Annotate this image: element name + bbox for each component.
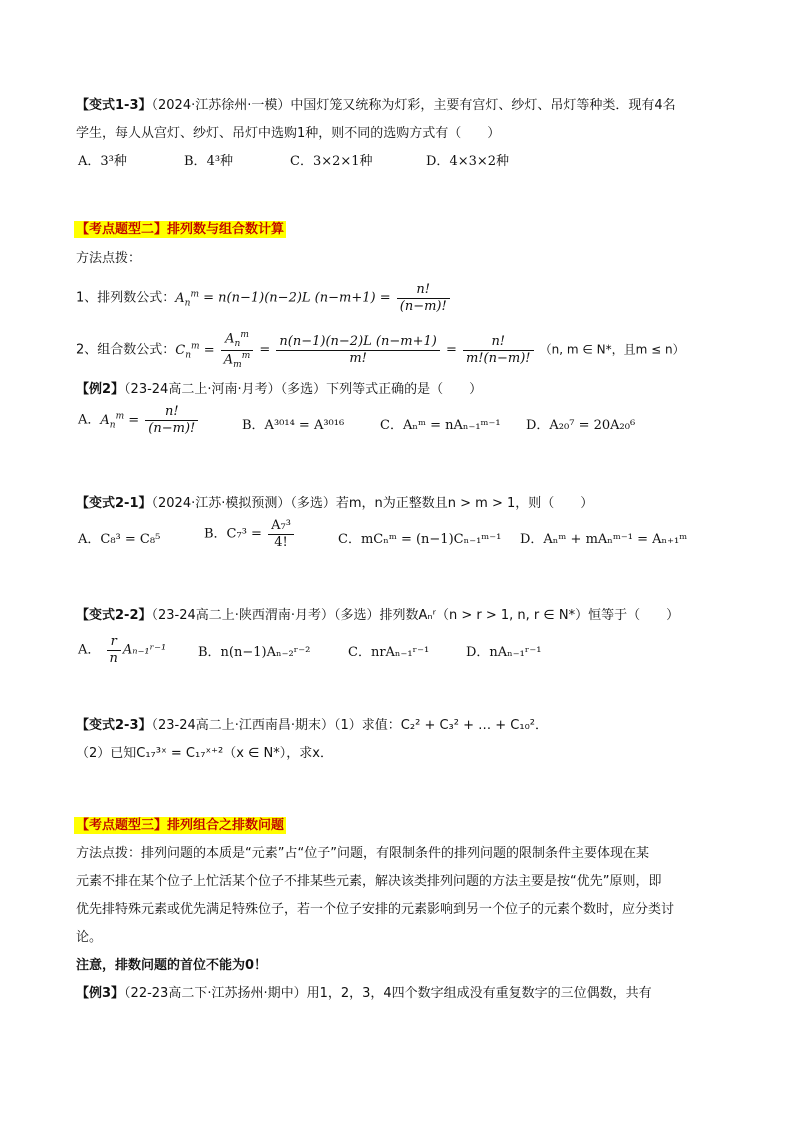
section2-method: 方法点拨： <box>76 251 142 266</box>
section3-p4: 论。 <box>76 930 103 945</box>
section3-note: 注意，排数问题的首位不能为0！ <box>76 958 268 973</box>
ex3-line: 【例3】（22-23高二下·江苏扬州·期中）用1，2，3，4四个数字组成没有重复数字的三位偶数，共有 <box>76 986 652 1001</box>
q21-line: 【变式2-1】（2024·江苏·模拟预测）（多选）若m，n为正整数且n > m > 1，则（ ） <box>76 496 594 511</box>
section2-title: 【考点题型二】排列数与组合数计算 <box>76 222 285 237</box>
ex2-option-d: D．A₂₀⁷ = 20A₂₀⁶ <box>526 418 636 433</box>
ex2-option-a-frac: $\frac{n!}{(n-m)!}$ <box>145 404 198 436</box>
q22-option-a: A． $\frac{r}{n}$ Aₙ₋₁ʳ⁻¹ <box>78 634 167 666</box>
q21-option-a: A．C₈³ = C₈⁵ <box>78 532 161 547</box>
q13-option-d: D．4×3×2种 <box>426 154 510 169</box>
formula-combination-frac0: $\frac{A_n^m}{A_m^m}$ <box>221 330 253 370</box>
q13-text1: 中国灯笼又统称为灯彩，主要有宫灯、纱灯、吊灯等种类．现有4名 <box>290 98 676 113</box>
q13-option-c: C．3×2×1种 <box>290 154 373 169</box>
q22-line: 【变式2-2】（23-24高二上·陕西渭南·月考）（多选）排列数Aₙʳ（n > r > 1, n, r ∈ N*）恒等于（ ） <box>76 608 680 623</box>
section3-title: 【考点题型三】排列组合之排数问题 <box>76 818 285 833</box>
formula-combination: 2、组合数公式：$C_n^m$ = $\frac{A_n^m}{A_m^m}$ = $\frac{n(n-1)(n-2)L (n-m+1)}{m!}$ = $\frac{n!}{m!(n-m)!}$ （n, m ∈ N*，且m ≤ n） <box>76 330 685 370</box>
section3-p3: 优先排特殊元素或优先满足特殊位子，若一个位子安排的元素影响到另一个位子的元素个数时，应分类讨 <box>76 902 675 917</box>
q13-tag: 【变式1-3】 <box>76 98 152 113</box>
formula-combination-symbol: $C_n^m$ = <box>175 341 215 361</box>
q21-option-c: C．mCₙᵐ = (n−1)Cₙ₋₁ᵐ⁻¹ <box>338 532 502 547</box>
formula-permutation-frac: $\frac{n!}{(n-m)!}$ <box>397 282 450 314</box>
q13-option-b: B．4³种 <box>184 154 234 169</box>
q22-option-b: B．n(n−1)Aₙ₋₂ʳ⁻² <box>198 645 311 660</box>
q13-source: （2024·江苏徐州·一模） <box>151 98 291 113</box>
q21-option-b: B．C₇³ = $\frac{\text{A₇³}}{4!}$ <box>204 518 296 550</box>
q13-line2 <box>76 124 500 144</box>
ex2-option-b: B．A³⁰¹⁴ = A³⁰¹⁶ <box>242 418 345 433</box>
q22-option-c: C．nrAₙ₋₁ʳ⁻¹ <box>348 645 430 660</box>
q23-line2: （2）已知C₁₇³ˣ = C₁₇ˣ⁺²（x ∈ N*），求x． <box>76 746 333 761</box>
section3-p2: 元素不排在某个位子上忙活某个位子不排某些元素，解决该类排列问题的方法主要是按“优先”原则，即 <box>76 874 662 889</box>
ex2-line: 【例2】（23-24高二上·河南·月考）（多选）下列等式正确的是（ ） <box>76 382 483 397</box>
q13-option-a: A．3³种 <box>78 154 127 169</box>
q21-option-d: D．Aₙᵐ + mAₙᵐ⁻¹ = Aₙ₊₁ᵐ <box>520 532 688 547</box>
q13-line1 <box>76 96 676 116</box>
formula-combination-frac2: $\frac{n!}{m!(n-m)!}$ <box>463 334 534 366</box>
formula-permutation: 1、排列数公式：$A_n^m = n(n-1)(n-2)L$ (n−m+1) = $\frac{n!}{(n-m)!}$ <box>76 282 452 314</box>
section3-p1: 方法点拨：排列问题的本质是“元素”占“位子”问题，有限制条件的排列问题的限制条件主要体现在某 <box>76 846 649 861</box>
ex2-option-a: A．$A_n^m$ = $\frac{n!}{(n-m)!}$ <box>78 404 200 436</box>
ex2-option-c: C．Aₙᵐ = nAₙ₋₁ᵐ⁻¹ <box>380 418 501 433</box>
formula-combination-frac1: $\frac{n(n-1)(n-2)L (n-m+1)}{m!}$ <box>276 334 439 366</box>
q13-text2: 学生，每人从宫灯、纱灯、吊灯中选购1种，则不同的选购方式有（ ） <box>76 126 501 141</box>
q21-option-b-frac: $\frac{\text{A₇³}}{4!}$ <box>268 518 294 550</box>
q22-option-a-frac: $\frac{r}{n}$ <box>107 634 121 666</box>
formula-permutation-symbol: $A_n^m$ <box>175 289 200 309</box>
q23-line1: 【变式2-3】（23-24高二上·江西南昌·期末）（1）求值：C₂² + C₃² + … + C₁₀²． <box>76 718 548 733</box>
q22-option-d: D．nAₙ₋₁ʳ⁻¹ <box>466 645 542 660</box>
